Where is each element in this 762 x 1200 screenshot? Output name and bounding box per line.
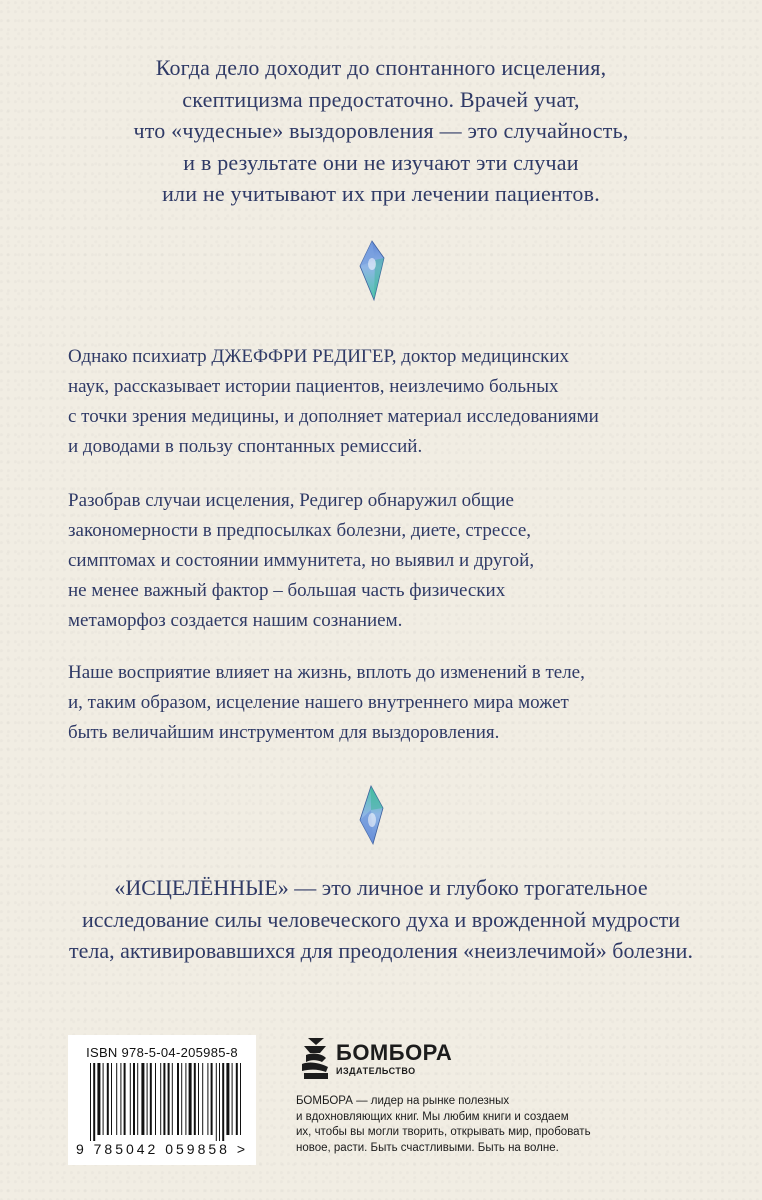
outro-line: тела, активировавшихся для преодоления «неизлечимой» болезни. (69, 938, 693, 963)
barcode-bar (141, 1063, 144, 1135)
barcode-bar (222, 1063, 224, 1141)
crystal-icon (357, 784, 387, 846)
barcode-bar (211, 1063, 213, 1135)
barcode-bar (116, 1063, 117, 1135)
barcode-bar (181, 1063, 182, 1135)
barcode-bar (185, 1063, 186, 1135)
barcode-bar (194, 1063, 196, 1135)
paragraph-line: не менее важный фактор – большая часть физических (68, 580, 506, 601)
barcode-bar (124, 1063, 126, 1135)
paragraph-line: быть величайшим инструментом для выздоровления. (68, 722, 500, 743)
barcode-bar (236, 1063, 238, 1135)
barcode-bar (133, 1063, 135, 1135)
barcode-bar (90, 1063, 91, 1141)
paragraph-line: симптомах и состоянии иммунитета, но выявил и другой, (68, 550, 535, 571)
intro-line: Когда дело доходит до спонтанного исцеления, (155, 55, 607, 80)
intro-line: и в результате они не изучают эти случаи (183, 149, 579, 175)
paragraph-line: Наше восприятие влияет на жизнь, вплоть до изменений в теле, (68, 662, 585, 683)
paragraph-3 (68, 658, 708, 748)
publisher-block (296, 1036, 736, 1156)
barcode-bar (160, 1063, 161, 1135)
publisher-description-line: новое, расти. Быть счастливыми. Быть на волне. (296, 1141, 559, 1154)
barcode-bar (107, 1063, 109, 1135)
barcode-bar (120, 1063, 121, 1135)
paragraph-1 (68, 342, 708, 462)
barcode (68, 1035, 256, 1165)
paragraph-line: закономерности в предпосылках болезни, диете, стрессе, (68, 520, 532, 541)
crystal-icon (357, 240, 387, 302)
barcode-bar (147, 1063, 148, 1135)
barcode-bars (90, 1063, 244, 1141)
ean-number: 9 785042 059858 > (75, 1141, 249, 1157)
outro-line: исследование силы человеческого духа и врожденной мудрости (81, 906, 681, 932)
paragraph-line: Разобрав случаи исцеления, Редигер обнаружил общие (68, 490, 514, 511)
barcode-bar (189, 1063, 192, 1135)
paragraph-line: и, таким образом, исцеление нашего внутреннего мира может (68, 692, 569, 713)
publisher-description (296, 1094, 736, 1156)
barcode-bar (93, 1063, 95, 1141)
barcode-bar (207, 1063, 208, 1135)
publisher-description-line: их, чтобы вы могли творить, открывать мир, пробовать (296, 1126, 591, 1138)
publisher-logo (296, 1036, 736, 1084)
paragraph-line: метаморфоз создается нашим сознанием. (68, 610, 403, 631)
barcode-bar (172, 1063, 173, 1135)
intro-line: или не учитывают их при лечении пациентов. (162, 181, 600, 206)
publisher-logo-icon (300, 1036, 330, 1080)
barcode-bar (97, 1063, 100, 1135)
publisher-description-line: и вдохновляющих книг. Мы любим книги и создаем (296, 1110, 569, 1123)
barcode-bar (130, 1063, 131, 1135)
paragraph-2 (68, 486, 708, 636)
outro-line: «ИСЦЕЛЁННЫЕ» — это личное и глубоко трогательное (114, 875, 648, 900)
paragraph-line: и доводами в пользу спонтанных ремиссий. (68, 436, 423, 457)
isbn-label: ISBN 978-5-04-205985-8 (86, 1045, 238, 1060)
barcode-bar (240, 1063, 241, 1135)
paragraph-line: наук, рассказывает истории пациентов, неизлечимо больных (68, 376, 559, 397)
barcode-bar (198, 1063, 199, 1135)
barcode-bar (202, 1063, 203, 1135)
publisher-name: БОМБОРА (336, 1040, 453, 1065)
barcode-bar (150, 1063, 152, 1135)
barcode-bar (232, 1063, 233, 1135)
barcode-bar (163, 1063, 165, 1135)
barcode-bar (216, 1063, 217, 1141)
paragraph-line: Однако психиатр ДЖЕФФРИ РЕДИГЕР, доктор медицинских (68, 346, 570, 367)
intro-line: что «чудесные» выздоровления — это случайность, (133, 118, 629, 143)
barcode-bar (168, 1063, 170, 1135)
publisher-description-line: БОМБОРА — лидер на рынке полезных (296, 1095, 510, 1107)
publisher-subtitle: ИЗДАТЕЛЬСТВО (336, 1066, 416, 1076)
intro-text (0, 52, 762, 210)
barcode-bar (111, 1063, 112, 1135)
barcode-bar (155, 1063, 156, 1135)
barcode-bar (226, 1063, 229, 1135)
barcode-bar (219, 1063, 220, 1141)
barcode-bar (177, 1063, 179, 1135)
barcode-bar (137, 1063, 138, 1135)
intro-line: скептицизма предостаточно. Врачей учат, (182, 86, 580, 112)
barcode-bar (103, 1063, 104, 1135)
paragraph-line: с точки зрения медицины, и дополняет материал исследованиями (68, 406, 599, 427)
outro-text (0, 872, 762, 967)
